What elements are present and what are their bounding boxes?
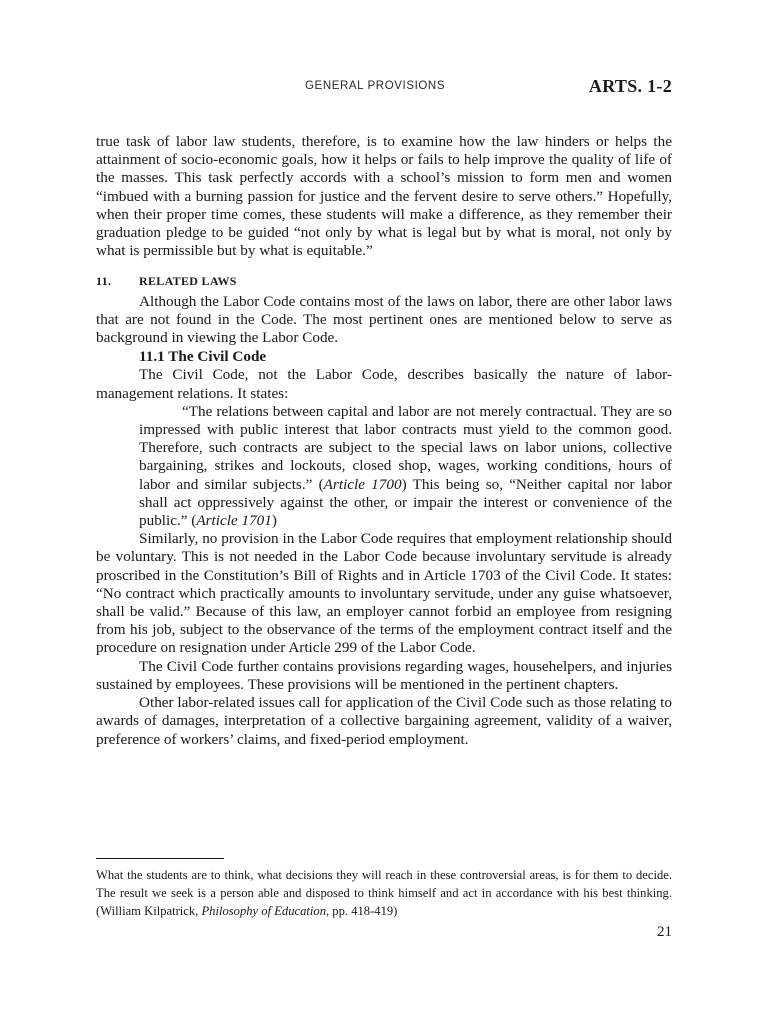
block-quote [96, 403, 672, 530]
footnote [96, 866, 672, 920]
further-paragraph: The Civil Code further contains provisions regarding wages, househelpers, and injuries sustained by employees. These provisions will be mentioned in the pertinent chapters. [96, 657, 672, 693]
header-section-title: GENERAL PROVISIONS [305, 80, 446, 92]
civil-code-intro-paragraph: The Civil Code, not the Labor Code, describes basically the nature of labor-management relations. It states: [96, 366, 672, 402]
article-citation: Article 1701 [196, 512, 272, 530]
quote-text-part: ) [271, 512, 277, 530]
footnote-pages: , pp. 418-419) [326, 904, 398, 918]
footnote-text: What the students are to think, what decisions they will reach in these controversial areas, is for them to decide. The result we seek is a person able and disposed to think himself and act in accordance with his best thinking. (William Kilpatrick, [96, 868, 672, 918]
block-quote-text [139, 403, 672, 530]
section-heading [96, 272, 672, 290]
quote-text-part: ) This being so, “Neither capital nor labor shall act oppressively against the other, or impair the interest or convenience of the public.” ( [139, 475, 672, 530]
section-title: RELATED LAWS [139, 274, 237, 289]
running-header [96, 76, 672, 100]
subsection-heading: 11.1 The Civil Code [139, 348, 267, 366]
footnote-book-title: Philosophy of Education [201, 904, 326, 918]
intro-paragraph: true task of labor law students, therefore, is to examine how the law hinders or helps the attainment of socio-economic goals, how it helps or fails to help improve the quality of life of the masses. This task perfectly accords with a school’s mission to form men and women “imbued with a burning passion for justice and the fervent desire to serve others.” Hopefully, when their proper time comes, these students will make a difference, as they remember their graduation pledge to be guided “not only by what is legal but by what is moral, not only by what is permissible but by what is equitable.” [96, 133, 672, 260]
header-article-range: ARTS. 1-2 [588, 76, 672, 96]
page-number: 21 [657, 924, 672, 940]
similarly-paragraph: Similarly, no provision in the Labor Code requires that employment relationship should be voluntary. This is not needed in the Labor Code because involuntary servitude is already proscribed in the Constitution’s Bill of Rights and in Article 1703 of the Civil Code. It states: “No contract which practically amounts to involuntary servitude, under any guise whatsoever, shall be valid.” Because of this law, an employer cannot forbid an employee from resigning from his job, subject to the observance of the terms of the employment contract itself and the procedure on resignation under Article 299 of the Labor Code. [96, 530, 672, 657]
section-intro-paragraph: Although the Labor Code contains most of the laws on labor, there are other labor laws that are not found in the Code. The most pertinent ones are mentioned below to serve as background in viewing the Labor Code. [96, 292, 672, 347]
section-number: 11. [96, 274, 112, 289]
other-issues-paragraph: Other labor-related issues call for application of the Civil Code such as those relating to awards of damages, interpretation of a collective bargaining agreement, validity of a waiver, preference of workers’ claims, and fixed-period employment. [96, 694, 672, 748]
body-text [96, 133, 672, 749]
quote-text-part: “The relations between capital and labor are not merely contractual. They are so impressed with public interest that labor contracts must yield to the common good. Therefore, such contracts are subject to the special laws on labor unions, collective bargaining, strikes and lockouts, closed shop, wages, working conditions, hours of labor and similar subjects.” ( [139, 402, 672, 493]
footnote-divider [96, 858, 224, 859]
article-citation: Article 1700 [323, 475, 402, 493]
